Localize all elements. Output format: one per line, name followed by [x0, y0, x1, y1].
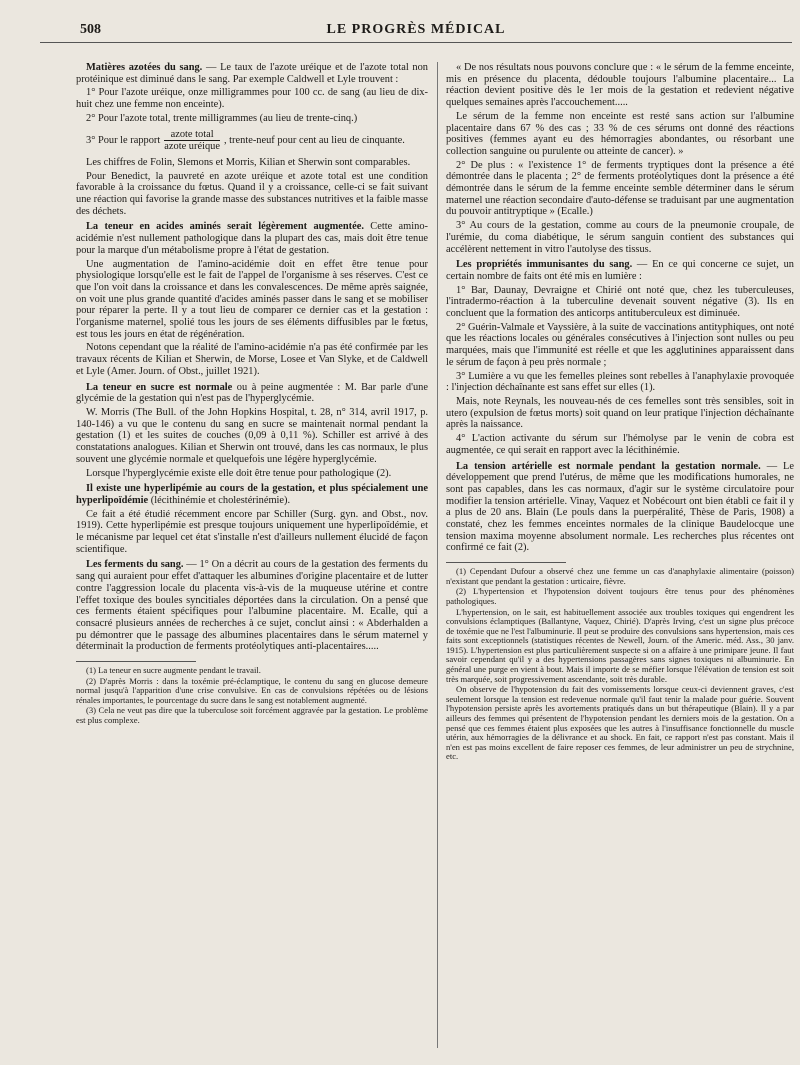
azote-item-1: 1° Pour l'azote uréique, onze milligrammes pour 100 cc. de sang (au lieu de dix-huit chez une femme non enceinte). — [76, 87, 428, 111]
azote-ratio-line — [86, 129, 428, 153]
footnote-left-3: (3) Cela ne veut pas dire que la tuberculose soit forcément aggravée par la gestation. Le problème est plus complexe. — [76, 705, 428, 726]
footnote-left-1: (1) La teneur en sucre augmente pendant le travail. — [86, 665, 261, 676]
footnote-left-2: (2) D'après Morris : dans la toxémie pré-éclamptique, le contenu du sang en glucose demeure normal jusqu'à l'apparition d'une crise convulsive. En cas de convulsions répétées ou de lésions rénales importantes, le pourcentage du sucre dans le sang est notablement augmenté. — [76, 675, 428, 705]
footnote-right-2: (2) L'hypertension et l'hypotension doivent toujours être tenus pour des phénomènes pathologiques. — [446, 586, 794, 606]
acides-p3: Notons cependant que la réalité de l'amino-acidémie n'a pas été confirmée par les travaux récents de Kilian et Sherwin, de Morse, Losee et Van Slyke, et de Caldwell et Lyle (Amer. Journ. of Obst., juillet 1921). — [76, 342, 428, 377]
tension-paragraph — [446, 461, 794, 555]
right-column — [446, 62, 794, 763]
ferments-paragraph — [76, 559, 428, 653]
footnote-separator-right — [446, 562, 566, 563]
footnote-separator — [76, 661, 196, 662]
sucre-p1: ou à peine augmentée : M. Bar parle d'une glycémie de la gestation qui n'est pas de l'hyperglycémie. — [76, 381, 428, 405]
left-column — [76, 62, 428, 727]
ferments-heading: Les ferments du sang. — [86, 559, 184, 571]
footnote-right-3: L'hypertension, on le sait, est habituellement associée aux troubles toxiques qui engendrent les convulsions éclamptiques (Ballantyne, Vaquez, Chirié). D'après Irving, c'est un signe plus précoce de toxémie que ne l'est l'albuminurie. Il peut se produire des convulsions sans hypertension, mais ces faits sont exceptionnels (statistiques récentes de Newell, Journ. of the Americ. méd. Ass., 30 janv. 1915). L'hypertension est plus particulièrement suspecte si on a affaire à une primipare jeune. Il faut savoir cependant qu'il y a des hypertensions passagères sans signes toxiques ni albuminurie. En général une purge en vient à bout. Mais il importe de se méfier lorsque l'élévation de tension est soit très marquée, soit progressivement ascendante, soit très durable. — [446, 606, 794, 684]
journal-title: LE PROGRÈS MÉDICAL — [326, 22, 506, 37]
lipemie-heading: Il existe une hyperlipémie au cours de la gestation, et plus spécialement une hyperlipoïdémie — [76, 483, 428, 506]
azote-item-2: 2° Pour l'azote total, trente milligrammes (au lieu de trente-cinq.) — [86, 112, 358, 124]
page-number: 508 — [80, 22, 101, 37]
footnote-right-4: On observe de l'hypotension du fait des vomissements lorsque ceux-ci deviennent graves, c'est seulement lorsque la tension est redevenue normale qu'il faut tenir la malade pour guérie. Souvent l'hypotension persiste après les avortements pratiqués dans un but thérapeutique (Blain). Il y a par ailleurs des femmes qui présentent de l'hypotension pendant les derniers mois de la gestation. On a pensé que ces femmes étaient plus exposées que les autres à l'insuffisance fonctionnelle du muscle utérin, aux hémorragies de la délivrance et au shock. En fait, ce rapport n'est pas constant. Mais il n'en est pas moins excellent de faire reposer ces femmes, de leur administrer un peu de strychnine, etc. — [446, 684, 794, 762]
sucre-p3: Lorsque l'hyperglycémie existe elle doit être tenue pour pathologique (2). — [86, 467, 392, 479]
immun-item-3: 3° Lumière a vu que les femelles pleines sont rebelles à l'anaphylaxie provoquée : l'injection déchaînante est sans effet sur elles (1). — [446, 370, 794, 394]
ferments-point-2: 2° De plus : « l'existence 1° de ferments tryptiques dont la présence a été démontrée dans le placenta ; 2° de ferments protéolytiques dont la présence a été démontrée dans le sérum de la femme enceinte semble déterminer dans le sérum maternel une réaction secondaire d'auto-défense se traduisant par une augmentation du pouvoir antitryptique » (Ecalle.) — [446, 159, 794, 218]
azote-confirm: Les chiffres de Folin, Slemons et Morris, Kilian et Sherwin sont comparables. — [86, 156, 411, 168]
sucre-heading: La teneur en sucre est normale — [86, 381, 233, 393]
immun-item-4: 4° L'action activante du sérum sur l'hémolyse par le venin de cobra est augmentée, ce qui serait en rapport avec la lécithinémie. — [446, 433, 794, 456]
ecalle-quote-2: Le sérum de la femme non enceinte est resté sans action sur l'albumine placentaire dans 67 % des cas ; 33 % de ces sérums ont donné des réactions positives (femmes ayant eu des hémorragies abondantes, ou résorbant une collection sanguine ou purulente ou atteinte de cancer). » — [446, 110, 794, 157]
sucre-paragraph — [76, 382, 428, 405]
ratio-denominator: azote uréique — [164, 141, 220, 153]
ratio-prefix: 3° Pour le rapport — [86, 134, 161, 146]
immun-intro: — En ce qui concerne ce sujet, un certain nombre de faits ont été mis en lumière : — [446, 259, 794, 282]
immun-heading: Les propriétés immunisantes du sang. — [456, 259, 633, 271]
azote-intro-paragraph — [76, 62, 428, 85]
lipemie-paragraph — [76, 483, 428, 506]
azote-heading: Matières azotées du sang. — [86, 62, 203, 73]
immun-item-3b: Mais, note Reynals, les nouveau-nés de ces femelles sont très sensibles, soit in utero (expulsion de fœtus morts) soit quand on leur pratique l'injection déchaînante après la naissance. — [446, 395, 794, 431]
ferments-p1: — 1° On a décrit au cours de la gestation des ferments du sang qui auraient pour effet d'attaquer les albumines d'origine placentaire et de lutter contre l'aggression locale du placenta vis-à-vis de la muqueuse utérine et contre l'effet toxique des boules syncitiales déportées dans la circulation. On a pensé que ces ferments étaient spécifiques pour l'albumine placentaire. M. Ecalle, qui a consacré plusieurs années de recherches à ce sujet, conclut ainsi : « Abderhalden a pu démontrer que le passage des albumines placentaires dans le sérum maternel y déterminait la production de ferments protéolytiques anti-placentaires..... — [76, 559, 429, 653]
page-header — [40, 22, 792, 43]
ferments-point-3: 3° Au cours de la gestation, comme au cours de la pneumonie croupale, de l'urémie, du coma diabétique, le sérum sanguin contient des substances qui accélèrent nettement in vitro l'autolyse des tissus. — [446, 220, 794, 255]
ratio-suffix: , trente-neuf pour cent au lieu de cinquante. — [223, 134, 405, 146]
azote-ratio-fraction — [164, 129, 220, 153]
sucre-p2: W. Morris (The Bull. of the John Hopkins Hospital, t. 28, n° 314, avril 1917, p. 140-146) a vu que le contenu du sang en sucre se maintenait normal pendant la gestation (1) et les suites de couches (0,09 à 0,11 %). Schiller est arrivé à des constatations analogues. Kilian et Sherwin ont trouvé, dans les cas normaux, le plus souvent une glycémie normale et quelquefois une légère hyperglycémie. — [76, 406, 428, 465]
lipemie-p1: Ce fait a été étudié récemment encore par Schiller (Surg. gyn. and Obst., nov. 1919). Cette hyperlipémie est presque toujours uniquement une hyperlipoïdémie, et le mécanisme par lequel cet état s'installe n'est d'ailleurs nullement élucidé de façon scientifique. — [76, 508, 428, 555]
immun-item-2: 2° Guérin-Valmale et Vayssière, à la suite de vaccinations antityphiques, ont noté que les réactions locales ou générales consécutives à l'injection sont nulles ou peu marquées, mais que l'immunité est réelle et que les agglutinines apparaissent dans le sérum de façon à peu près normale ; — [446, 321, 794, 368]
immun-paragraph — [446, 259, 794, 282]
ecalle-quote-1: « De nos résultats nous pouvons conclure que : « le sérum de la femme enceinte, mis en présence du placenta, dédouble toujours l'albumine placentaire... La réaction devient positive dès le 1er mois de la gestation et redevient négative quelques semaines après l'accouchement..... — [446, 62, 794, 109]
acides-heading: La teneur en acides aminés serait légèrement augmentée. — [86, 221, 364, 233]
column-divider — [437, 62, 438, 1048]
immun-item-1: 1° Bar, Daunay, Devraigne et Chirié ont noté que, chez les tuberculeuses, l'intradermo-réaction à la tuberculine devenait souvent négative (3). Ils en concluent que la formation des anticorps antituberculeux est diminuée. — [446, 284, 794, 320]
acides-p1: Cette amino-acidémie n'est nullement pathologique dans la plupart des cas, mais doit être tenue pour la marque d'un métabolisme propre à l'état de gestation. — [76, 221, 428, 256]
azote-intro: — Le taux de l'azote uréique et de l'azote total non protéinique est diminué dans le sang. Par exemple Caldwell et Lyle trouvent : — [76, 62, 428, 85]
ratio-numerator: azote total — [164, 129, 220, 142]
lipemie-heading-suffix: (lécithinémie et cholestérinémie). — [148, 494, 291, 506]
tension-p1: — Le développement que prend l'utérus, de même que les modifications humorales, ne sont pas capables, dans les cas normaux, d'agir sur le système circulatoire pour modifier la tension artérielle. Vinay, Vaquez et Nobécourt ont bien établi ce fait il y a plus de 20 ans. Blain (Le pouls dans la puerpéralité, Thèse de Paris, 1908) a constaté, chez les femmes enceintes normales de la clinique Baudelocque une tension maxima moyenne absolument normale. Les recherches plus récentes ont confirmé ce fait (2). — [446, 460, 795, 554]
acides-paragraph — [76, 221, 428, 256]
footnote-right-1: (1) Cependant Dufour a observé chez une femme un cas d'anaphylaxie alimentaire (poisson) n'existant que pendant la gestation : urticaire, fièvre. — [446, 566, 794, 586]
azote-benedict: Pour Benedict, la pauvreté en azote uréique et azote total est une condition favorable à la croissance du fœtus. Quand il y a croissance, celle-ci se fait suivant une réaction qui favorise la grande masse des substances nutritives et la faible masse des déchets. — [76, 170, 428, 217]
tension-heading: La tension artérielle est normale pendant la gestation normale. — [456, 460, 761, 472]
acides-p2: Une augmentation de l'amino-acidémie doit en effet être tenue pour physiologique lorsqu'elle est le fait de l'appel de l'organisme à ses réserves. C'est ce que l'on voit dans la croissance et dans les convalescences. De même après saignée, on voit une plus grande quantité d'acides aminés passer dans le sang et se mobiliser pour réparer la perte. Il y a tout lieu de comparer ce dernier cas et la gestation : l'organisme maternel, spolié tous les jours de ses éléments diffusibles par le fœtus, est tous les jours en état de régénération. — [76, 258, 428, 340]
